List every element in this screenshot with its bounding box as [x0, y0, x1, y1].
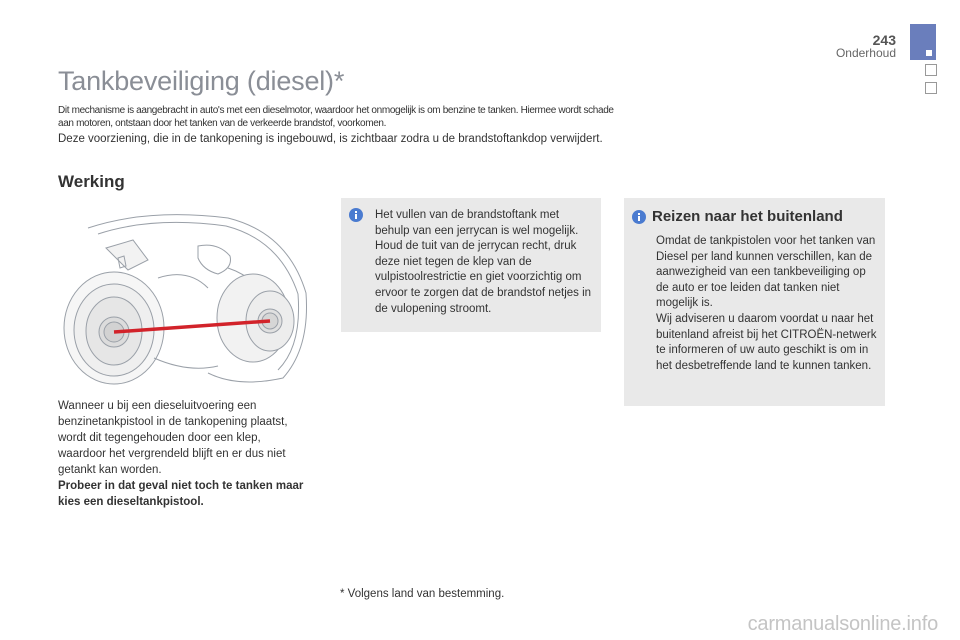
- info-box-text: Het vullen van de brandstoftank met behulp van een jerrycan is wel mogelijk. Houd de tuit van de jerrycan recht, druk deze niet tegen de klep van de vulpistoolrestrictie en giet voorzichtig om ervoor te zorgen dat de brandstof netjes in de vulopening stroomt.: [375, 209, 592, 315]
- page-number: 243: [872, 32, 896, 48]
- chapter-tab[interactable]: [925, 82, 937, 94]
- caption-text: Wanneer u bij een dieseluitvoering een benzinetankpistool in de tankopening plaatst, wordt dit tegengehouden door een klep, waardoor het vergrendeld blijft en er dus niet getankt kan worden.: [58, 400, 288, 476]
- intro-text: Dit mechanisme is aangebracht in auto's met een dieselmotor, waardoor het onmogelijk is om benzine te tanken. Hiermee wordt schade aan motoren, ontstaan door het tanken van de verkeerde brandstof, voorkomen.: [58, 105, 614, 129]
- info-box-abroad: [624, 198, 885, 406]
- chapter-tab-active[interactable]: [910, 24, 936, 60]
- fuel-filler-illustration: [58, 198, 310, 388]
- info-box-title: Reizen naar het buitenland: [652, 208, 843, 225]
- info-icon: [632, 210, 646, 224]
- body-text: Deze voorziening, die in de tankopening is ingebouwd, is zichtbaar zodra u de brandstoftankdop verwijdert.: [58, 133, 603, 145]
- page-title: Tankbeveiliging (diesel)*: [58, 66, 345, 96]
- info-icon: [349, 208, 363, 222]
- info-box-text: Omdat de tankpistolen voor het tanken van Diesel per land kunnen verschillen, kan de aanwezigheid van een tankbeveiliging op de auto er toe leiden dat tanken niet mogelijk is. Wij adviseren u daarom voordat u naar het buitenland afreist bij het CITROËN-netwerk te informeren of uw auto geschikt is om in het desbetreffende land te kunnen tanken.: [656, 235, 877, 372]
- info-box-jerrycan: [341, 198, 601, 332]
- werking-caption: [58, 398, 308, 510]
- section-heading-werking: Werking: [58, 172, 125, 191]
- footnote: * Volgens land van bestemming.: [340, 588, 505, 600]
- caption-warning: Probeer in dat geval niet toch te tanken maar kies een dieseltankpistool.: [58, 480, 304, 508]
- section-label: Onderhoud: [835, 46, 896, 60]
- watermark: carmanualsonline.info: [747, 613, 938, 635]
- chapter-tab[interactable]: [925, 64, 937, 76]
